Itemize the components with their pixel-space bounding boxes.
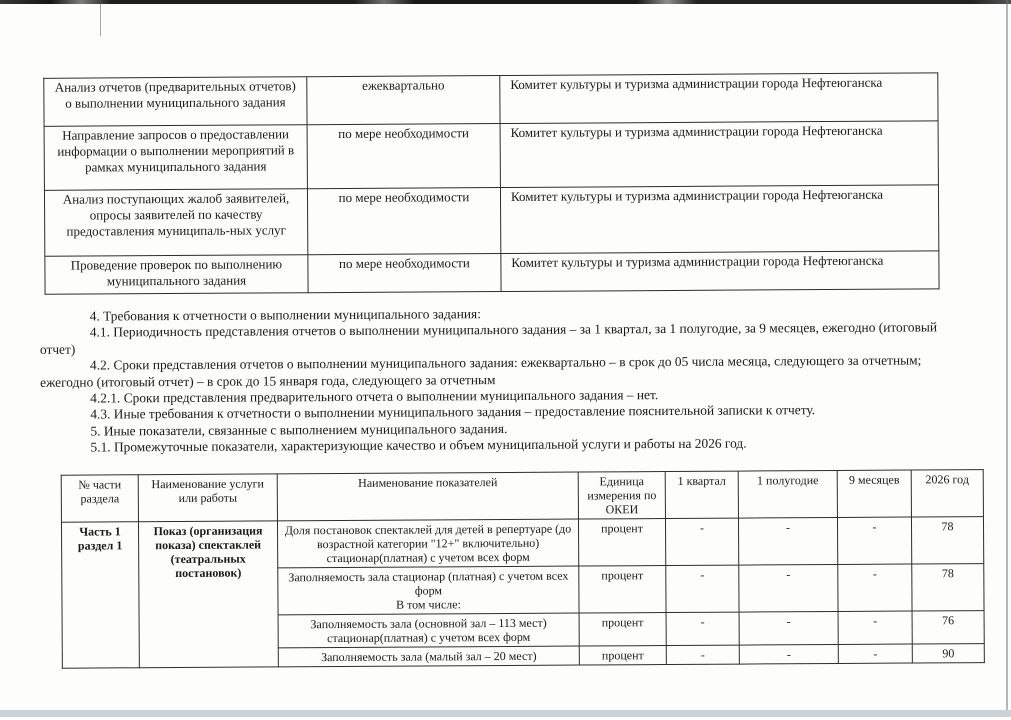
- m9-value-cell: -: [838, 611, 912, 645]
- indicator-cell: Заполняемость зала стационар (платная) с учетом всех форм В том числе:: [278, 566, 579, 615]
- activity-cell: Направление запросов о предоставлении информации о выполнении мероприятий в рамках муниципального задания: [44, 125, 307, 191]
- m9-value-cell: -: [837, 517, 911, 565]
- h1-value-cell: -: [739, 612, 838, 646]
- indicator-cell: Заполняемость зала (малый зал – 20 мест): [278, 646, 579, 667]
- m9-value-cell: -: [838, 644, 912, 663]
- header-h1: 1 полугодие: [738, 470, 837, 518]
- monitoring-table: [43, 72, 939, 294]
- activity-cell: Анализ поступающих жалоб заявителей, опросы заявителей по качеству предоставления муниципаль-ных услуг: [44, 189, 307, 257]
- m9-value-cell: -: [838, 564, 912, 612]
- table-row: [45, 251, 939, 294]
- header-service: Наименование услуги или работы: [138, 474, 277, 522]
- service-cell: Показ (организация показа) спектаклей (театральных постановок): [138, 521, 278, 668]
- unit-cell: процент: [579, 646, 666, 666]
- indicators-table: [61, 469, 985, 669]
- h1-value-cell: -: [739, 565, 838, 613]
- requirements-section: [40, 303, 976, 456]
- y2026-value-cell: 76: [912, 611, 984, 645]
- paragraph-4: 4. Требования к отчетности о выполнении муниципального задания:: [89, 306, 481, 324]
- paragraph-4-1: 4.1. Периодичность представления отчетов о выполнении муниципального задания – за 1 квартал, за 1 полугодие, за 9 месяцев, ежегодно (итоговый отчет): [39, 319, 938, 357]
- frequency-cell: по мере необходимости: [307, 188, 500, 255]
- authority-cell: Комитет культуры и туризма администрации города Нефтеюганска: [500, 185, 938, 254]
- table-row: [44, 73, 938, 126]
- table-row: [61, 517, 983, 570]
- h1-value-cell: -: [739, 645, 838, 665]
- section-cell: Часть 1 раздел 1: [61, 522, 139, 669]
- header-indicator: Наименование показателей: [277, 472, 578, 521]
- unit-cell: процент: [579, 566, 666, 614]
- indicator-cell: Заполняемость зала (основной зал – 113 мест) стационар(платная) с учетом всех форм: [278, 613, 579, 648]
- y2026-value-cell: 78: [912, 564, 984, 612]
- header-unit: Единица измерения по ОКЕИ: [578, 472, 665, 520]
- y2026-value-cell: 78: [911, 517, 983, 565]
- frequency-cell: по мере необходимости: [308, 254, 501, 293]
- header-section: № части раздела: [61, 475, 138, 523]
- paragraph-5: 5. Иные показатели, связанные с выполнением муниципального задания.: [90, 420, 508, 439]
- activity-cell: Анализ отчетов (предварительных отчетов) о выполнении муниципального задания: [44, 77, 307, 127]
- y2026-value-cell: 90: [912, 644, 984, 663]
- activity-cell: Проведение проверок по выполнению муниципального задания: [45, 255, 308, 295]
- paragraph-5-1: 5.1. Промежуточные показатели, характеризующие качество и объем муниципальной услуги и работы на 2026 год.: [90, 435, 747, 455]
- frequency-cell: по мере необходимости: [307, 124, 500, 189]
- paragraph-4-3: 4.3. Иные требования к отчетности о выполнении муниципального задания – предоставление пояснительной записки к отчету.: [90, 402, 816, 422]
- indicator-cell: Доля постановок спектаклей для детей в репертуаре (до возрастной категории "12+" включительно) стационар(платная) с учетом всех форм: [277, 519, 578, 568]
- authority-cell: Комитет культуры и туризма администрации города Нефтеюганска: [500, 73, 938, 124]
- header-y2026: 2026 год: [911, 470, 983, 518]
- q1-value-cell: -: [666, 612, 739, 646]
- q1-value-cell: -: [666, 565, 739, 613]
- q1-value-cell: -: [666, 645, 739, 664]
- authority-cell: Комитет культуры и туризма администрации города Нефтеюганска: [500, 121, 938, 188]
- table-row: [44, 121, 938, 190]
- paragraph-4-2-1: 4.2.1. Сроки представления предварительного отчета о выполнении муниципального задания – нет.: [90, 387, 659, 406]
- authority-cell: Комитет культуры и туризма администрации города Нефтеюганска: [501, 251, 939, 292]
- frequency-cell: ежеквартально: [307, 76, 500, 125]
- table-row: [44, 185, 938, 256]
- header-q1: 1 квартал: [665, 471, 738, 519]
- paragraph-4-2: 4.2. Сроки представления отчетов о выполнении муниципального задания: ежеквартально – в срок до 05 числа месяца, следующего за отчетным; ежегодно (итоговый отчет) – в срок до 15 января года, следующего за отчетным: [40, 352, 922, 390]
- unit-cell: процент: [578, 519, 665, 567]
- unit-cell: процент: [579, 613, 666, 647]
- q1-value-cell: -: [665, 518, 738, 566]
- table-header-row: [61, 470, 983, 523]
- h1-value-cell: -: [738, 518, 837, 566]
- header-m9: 9 месяцев: [837, 470, 911, 518]
